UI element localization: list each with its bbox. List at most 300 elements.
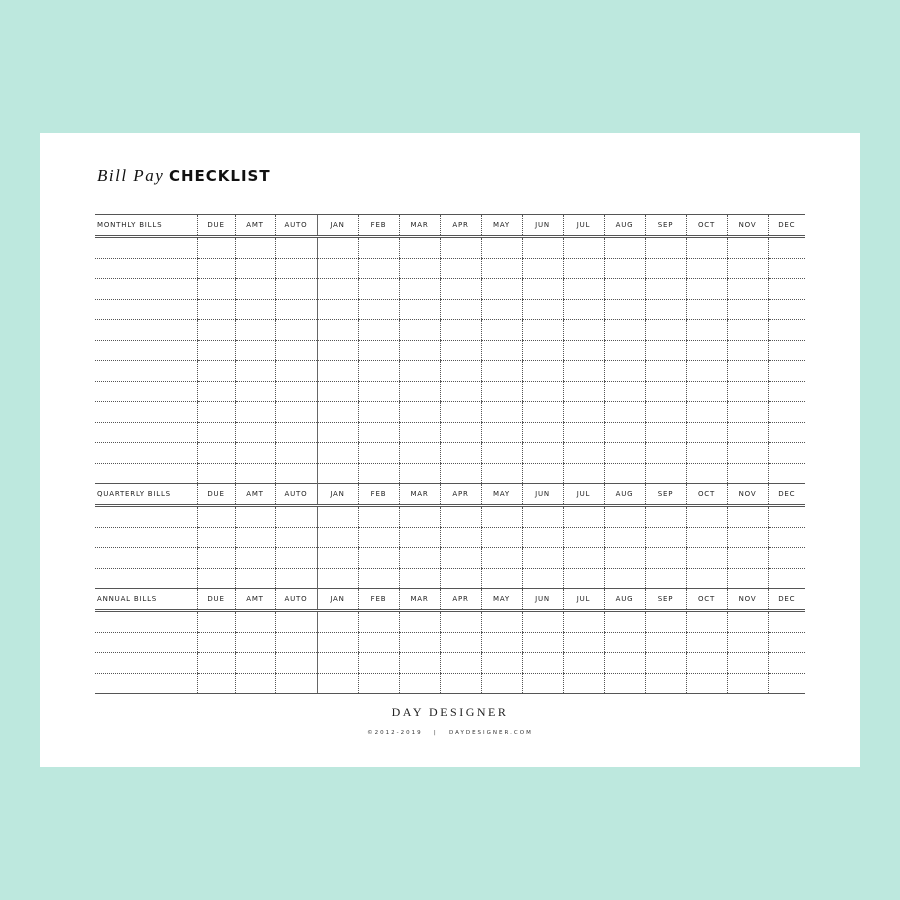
check-cell[interactable] bbox=[563, 611, 604, 633]
check-cell[interactable] bbox=[399, 422, 440, 443]
check-cell[interactable] bbox=[235, 361, 275, 382]
bill-name-cell[interactable] bbox=[95, 258, 197, 279]
check-cell[interactable] bbox=[563, 443, 604, 464]
check-cell[interactable] bbox=[768, 258, 805, 279]
check-cell[interactable] bbox=[768, 279, 805, 300]
check-cell[interactable] bbox=[522, 361, 563, 382]
check-cell[interactable] bbox=[399, 506, 440, 528]
check-cell[interactable] bbox=[686, 632, 727, 653]
bill-name-cell[interactable] bbox=[95, 299, 197, 320]
check-cell[interactable] bbox=[604, 548, 645, 569]
check-cell[interactable] bbox=[645, 237, 686, 259]
check-cell[interactable] bbox=[522, 527, 563, 548]
check-cell[interactable] bbox=[317, 527, 358, 548]
check-cell[interactable] bbox=[686, 653, 727, 674]
check-cell[interactable] bbox=[686, 422, 727, 443]
check-cell[interactable] bbox=[440, 527, 481, 548]
check-cell[interactable] bbox=[522, 673, 563, 694]
check-cell[interactable] bbox=[563, 320, 604, 341]
check-cell[interactable] bbox=[440, 673, 481, 694]
bill-name-cell[interactable] bbox=[95, 237, 197, 259]
check-cell[interactable] bbox=[481, 361, 522, 382]
check-cell[interactable] bbox=[399, 653, 440, 674]
check-cell[interactable] bbox=[522, 340, 563, 361]
check-cell[interactable] bbox=[358, 506, 399, 528]
check-cell[interactable] bbox=[645, 279, 686, 300]
check-cell[interactable] bbox=[399, 443, 440, 464]
check-cell[interactable] bbox=[197, 568, 235, 589]
check-cell[interactable] bbox=[645, 527, 686, 548]
check-cell[interactable] bbox=[440, 340, 481, 361]
check-cell[interactable] bbox=[645, 361, 686, 382]
check-cell[interactable] bbox=[440, 258, 481, 279]
check-cell[interactable] bbox=[768, 381, 805, 402]
check-cell[interactable] bbox=[563, 381, 604, 402]
check-cell[interactable] bbox=[399, 237, 440, 259]
check-cell[interactable] bbox=[645, 443, 686, 464]
check-cell[interactable] bbox=[645, 632, 686, 653]
check-cell[interactable] bbox=[768, 527, 805, 548]
check-cell[interactable] bbox=[399, 611, 440, 633]
check-cell[interactable] bbox=[317, 611, 358, 633]
check-cell[interactable] bbox=[235, 422, 275, 443]
check-cell[interactable] bbox=[563, 632, 604, 653]
check-cell[interactable] bbox=[686, 340, 727, 361]
check-cell[interactable] bbox=[275, 320, 317, 341]
bill-name-cell[interactable] bbox=[95, 568, 197, 589]
check-cell[interactable] bbox=[317, 340, 358, 361]
check-cell[interactable] bbox=[522, 258, 563, 279]
check-cell[interactable] bbox=[481, 527, 522, 548]
check-cell[interactable] bbox=[235, 611, 275, 633]
check-cell[interactable] bbox=[768, 568, 805, 589]
check-cell[interactable] bbox=[481, 279, 522, 300]
check-cell[interactable] bbox=[358, 548, 399, 569]
check-cell[interactable] bbox=[604, 402, 645, 423]
check-cell[interactable] bbox=[645, 381, 686, 402]
check-cell[interactable] bbox=[275, 673, 317, 694]
check-cell[interactable] bbox=[358, 361, 399, 382]
check-cell[interactable] bbox=[768, 548, 805, 569]
check-cell[interactable] bbox=[604, 340, 645, 361]
check-cell[interactable] bbox=[604, 381, 645, 402]
check-cell[interactable] bbox=[563, 463, 604, 484]
check-cell[interactable] bbox=[440, 548, 481, 569]
check-cell[interactable] bbox=[440, 381, 481, 402]
check-cell[interactable] bbox=[275, 653, 317, 674]
check-cell[interactable] bbox=[235, 279, 275, 300]
bill-name-cell[interactable] bbox=[95, 653, 197, 674]
check-cell[interactable] bbox=[399, 548, 440, 569]
check-cell[interactable] bbox=[563, 279, 604, 300]
check-cell[interactable] bbox=[197, 527, 235, 548]
check-cell[interactable] bbox=[399, 299, 440, 320]
check-cell[interactable] bbox=[645, 463, 686, 484]
check-cell[interactable] bbox=[197, 422, 235, 443]
check-cell[interactable] bbox=[197, 402, 235, 423]
check-cell[interactable] bbox=[481, 653, 522, 674]
check-cell[interactable] bbox=[645, 673, 686, 694]
check-cell[interactable] bbox=[727, 568, 768, 589]
check-cell[interactable] bbox=[604, 568, 645, 589]
check-cell[interactable] bbox=[358, 299, 399, 320]
check-cell[interactable] bbox=[768, 632, 805, 653]
check-cell[interactable] bbox=[522, 320, 563, 341]
check-cell[interactable] bbox=[727, 443, 768, 464]
check-cell[interactable] bbox=[317, 632, 358, 653]
check-cell[interactable] bbox=[727, 340, 768, 361]
check-cell[interactable] bbox=[727, 299, 768, 320]
check-cell[interactable] bbox=[768, 299, 805, 320]
check-cell[interactable] bbox=[481, 463, 522, 484]
check-cell[interactable] bbox=[358, 568, 399, 589]
check-cell[interactable] bbox=[481, 548, 522, 569]
check-cell[interactable] bbox=[197, 653, 235, 674]
check-cell[interactable] bbox=[275, 548, 317, 569]
check-cell[interactable] bbox=[522, 506, 563, 528]
check-cell[interactable] bbox=[275, 402, 317, 423]
check-cell[interactable] bbox=[522, 632, 563, 653]
check-cell[interactable] bbox=[235, 381, 275, 402]
check-cell[interactable] bbox=[317, 279, 358, 300]
check-cell[interactable] bbox=[604, 361, 645, 382]
check-cell[interactable] bbox=[563, 653, 604, 674]
check-cell[interactable] bbox=[481, 299, 522, 320]
check-cell[interactable] bbox=[399, 568, 440, 589]
check-cell[interactable] bbox=[522, 463, 563, 484]
check-cell[interactable] bbox=[235, 463, 275, 484]
check-cell[interactable] bbox=[768, 320, 805, 341]
check-cell[interactable] bbox=[768, 611, 805, 633]
check-cell[interactable] bbox=[235, 673, 275, 694]
check-cell[interactable] bbox=[235, 568, 275, 589]
check-cell[interactable] bbox=[604, 506, 645, 528]
check-cell[interactable] bbox=[440, 506, 481, 528]
check-cell[interactable] bbox=[317, 673, 358, 694]
check-cell[interactable] bbox=[481, 611, 522, 633]
check-cell[interactable] bbox=[317, 568, 358, 589]
check-cell[interactable] bbox=[235, 320, 275, 341]
check-cell[interactable] bbox=[481, 320, 522, 341]
check-cell[interactable] bbox=[645, 340, 686, 361]
check-cell[interactable] bbox=[522, 653, 563, 674]
check-cell[interactable] bbox=[604, 237, 645, 259]
check-cell[interactable] bbox=[275, 279, 317, 300]
check-cell[interactable] bbox=[563, 422, 604, 443]
check-cell[interactable] bbox=[317, 402, 358, 423]
check-cell[interactable] bbox=[604, 299, 645, 320]
check-cell[interactable] bbox=[686, 673, 727, 694]
check-cell[interactable] bbox=[645, 653, 686, 674]
check-cell[interactable] bbox=[197, 443, 235, 464]
check-cell[interactable] bbox=[645, 611, 686, 633]
check-cell[interactable] bbox=[522, 279, 563, 300]
check-cell[interactable] bbox=[275, 443, 317, 464]
check-cell[interactable] bbox=[197, 506, 235, 528]
check-cell[interactable] bbox=[727, 320, 768, 341]
check-cell[interactable] bbox=[481, 422, 522, 443]
check-cell[interactable] bbox=[481, 258, 522, 279]
check-cell[interactable] bbox=[481, 237, 522, 259]
check-cell[interactable] bbox=[686, 568, 727, 589]
check-cell[interactable] bbox=[604, 632, 645, 653]
check-cell[interactable] bbox=[686, 361, 727, 382]
check-cell[interactable] bbox=[604, 673, 645, 694]
check-cell[interactable] bbox=[358, 402, 399, 423]
check-cell[interactable] bbox=[358, 443, 399, 464]
check-cell[interactable] bbox=[522, 237, 563, 259]
check-cell[interactable] bbox=[481, 673, 522, 694]
check-cell[interactable] bbox=[563, 527, 604, 548]
check-cell[interactable] bbox=[235, 548, 275, 569]
check-cell[interactable] bbox=[235, 258, 275, 279]
check-cell[interactable] bbox=[275, 340, 317, 361]
bill-name-cell[interactable] bbox=[95, 527, 197, 548]
check-cell[interactable] bbox=[604, 279, 645, 300]
check-cell[interactable] bbox=[727, 506, 768, 528]
check-cell[interactable] bbox=[440, 632, 481, 653]
check-cell[interactable] bbox=[275, 611, 317, 633]
bill-name-cell[interactable] bbox=[95, 279, 197, 300]
bill-name-cell[interactable] bbox=[95, 443, 197, 464]
check-cell[interactable] bbox=[727, 548, 768, 569]
check-cell[interactable] bbox=[727, 279, 768, 300]
check-cell[interactable] bbox=[686, 279, 727, 300]
check-cell[interactable] bbox=[358, 527, 399, 548]
check-cell[interactable] bbox=[399, 463, 440, 484]
check-cell[interactable] bbox=[358, 258, 399, 279]
check-cell[interactable] bbox=[522, 611, 563, 633]
check-cell[interactable] bbox=[197, 611, 235, 633]
check-cell[interactable] bbox=[645, 548, 686, 569]
check-cell[interactable] bbox=[197, 548, 235, 569]
check-cell[interactable] bbox=[686, 463, 727, 484]
check-cell[interactable] bbox=[768, 673, 805, 694]
check-cell[interactable] bbox=[686, 527, 727, 548]
check-cell[interactable] bbox=[522, 548, 563, 569]
check-cell[interactable] bbox=[197, 673, 235, 694]
check-cell[interactable] bbox=[235, 527, 275, 548]
check-cell[interactable] bbox=[440, 422, 481, 443]
check-cell[interactable] bbox=[563, 340, 604, 361]
check-cell[interactable] bbox=[399, 279, 440, 300]
check-cell[interactable] bbox=[645, 506, 686, 528]
check-cell[interactable] bbox=[197, 361, 235, 382]
check-cell[interactable] bbox=[235, 402, 275, 423]
check-cell[interactable] bbox=[563, 568, 604, 589]
check-cell[interactable] bbox=[645, 320, 686, 341]
check-cell[interactable] bbox=[317, 237, 358, 259]
check-cell[interactable] bbox=[727, 463, 768, 484]
check-cell[interactable] bbox=[235, 632, 275, 653]
check-cell[interactable] bbox=[768, 402, 805, 423]
check-cell[interactable] bbox=[768, 422, 805, 443]
check-cell[interactable] bbox=[275, 258, 317, 279]
check-cell[interactable] bbox=[604, 653, 645, 674]
check-cell[interactable] bbox=[358, 279, 399, 300]
check-cell[interactable] bbox=[686, 402, 727, 423]
check-cell[interactable] bbox=[275, 568, 317, 589]
check-cell[interactable] bbox=[358, 632, 399, 653]
check-cell[interactable] bbox=[358, 611, 399, 633]
check-cell[interactable] bbox=[197, 463, 235, 484]
check-cell[interactable] bbox=[604, 527, 645, 548]
check-cell[interactable] bbox=[358, 653, 399, 674]
check-cell[interactable] bbox=[235, 237, 275, 259]
check-cell[interactable] bbox=[317, 506, 358, 528]
check-cell[interactable] bbox=[275, 381, 317, 402]
bill-name-cell[interactable] bbox=[95, 402, 197, 423]
check-cell[interactable] bbox=[481, 506, 522, 528]
check-cell[interactable] bbox=[358, 381, 399, 402]
check-cell[interactable] bbox=[768, 237, 805, 259]
check-cell[interactable] bbox=[768, 463, 805, 484]
check-cell[interactable] bbox=[686, 506, 727, 528]
check-cell[interactable] bbox=[317, 361, 358, 382]
bill-name-cell[interactable] bbox=[95, 361, 197, 382]
check-cell[interactable] bbox=[522, 402, 563, 423]
check-cell[interactable] bbox=[440, 568, 481, 589]
check-cell[interactable] bbox=[604, 463, 645, 484]
check-cell[interactable] bbox=[768, 361, 805, 382]
check-cell[interactable] bbox=[727, 402, 768, 423]
check-cell[interactable] bbox=[275, 361, 317, 382]
check-cell[interactable] bbox=[440, 653, 481, 674]
check-cell[interactable] bbox=[235, 299, 275, 320]
check-cell[interactable] bbox=[768, 443, 805, 464]
check-cell[interactable] bbox=[440, 279, 481, 300]
check-cell[interactable] bbox=[235, 506, 275, 528]
check-cell[interactable] bbox=[275, 506, 317, 528]
check-cell[interactable] bbox=[686, 611, 727, 633]
check-cell[interactable] bbox=[197, 237, 235, 259]
check-cell[interactable] bbox=[317, 320, 358, 341]
check-cell[interactable] bbox=[604, 320, 645, 341]
check-cell[interactable] bbox=[563, 299, 604, 320]
check-cell[interactable] bbox=[399, 673, 440, 694]
check-cell[interactable] bbox=[317, 548, 358, 569]
check-cell[interactable] bbox=[727, 611, 768, 633]
check-cell[interactable] bbox=[768, 340, 805, 361]
check-cell[interactable] bbox=[197, 299, 235, 320]
check-cell[interactable] bbox=[563, 258, 604, 279]
bill-name-cell[interactable] bbox=[95, 611, 197, 633]
check-cell[interactable] bbox=[481, 443, 522, 464]
check-cell[interactable] bbox=[481, 402, 522, 423]
check-cell[interactable] bbox=[727, 673, 768, 694]
check-cell[interactable] bbox=[768, 653, 805, 674]
check-cell[interactable] bbox=[440, 361, 481, 382]
check-cell[interactable] bbox=[275, 463, 317, 484]
check-cell[interactable] bbox=[197, 279, 235, 300]
bill-name-cell[interactable] bbox=[95, 506, 197, 528]
check-cell[interactable] bbox=[440, 402, 481, 423]
check-cell[interactable] bbox=[440, 443, 481, 464]
check-cell[interactable] bbox=[727, 361, 768, 382]
check-cell[interactable] bbox=[358, 422, 399, 443]
check-cell[interactable] bbox=[197, 632, 235, 653]
check-cell[interactable] bbox=[645, 422, 686, 443]
check-cell[interactable] bbox=[440, 463, 481, 484]
check-cell[interactable] bbox=[317, 463, 358, 484]
check-cell[interactable] bbox=[197, 320, 235, 341]
check-cell[interactable] bbox=[686, 299, 727, 320]
check-cell[interactable] bbox=[317, 653, 358, 674]
check-cell[interactable] bbox=[727, 653, 768, 674]
check-cell[interactable] bbox=[645, 402, 686, 423]
bill-name-cell[interactable] bbox=[95, 381, 197, 402]
check-cell[interactable] bbox=[358, 673, 399, 694]
check-cell[interactable] bbox=[604, 611, 645, 633]
check-cell[interactable] bbox=[727, 527, 768, 548]
check-cell[interactable] bbox=[358, 463, 399, 484]
check-cell[interactable] bbox=[275, 632, 317, 653]
check-cell[interactable] bbox=[275, 422, 317, 443]
check-cell[interactable] bbox=[481, 340, 522, 361]
check-cell[interactable] bbox=[275, 527, 317, 548]
check-cell[interactable] bbox=[440, 320, 481, 341]
check-cell[interactable] bbox=[235, 443, 275, 464]
check-cell[interactable] bbox=[197, 258, 235, 279]
check-cell[interactable] bbox=[563, 548, 604, 569]
bill-name-cell[interactable] bbox=[95, 320, 197, 341]
check-cell[interactable] bbox=[317, 422, 358, 443]
check-cell[interactable] bbox=[645, 568, 686, 589]
check-cell[interactable] bbox=[399, 320, 440, 341]
check-cell[interactable] bbox=[235, 653, 275, 674]
check-cell[interactable] bbox=[399, 381, 440, 402]
check-cell[interactable] bbox=[317, 258, 358, 279]
bill-name-cell[interactable] bbox=[95, 422, 197, 443]
check-cell[interactable] bbox=[604, 258, 645, 279]
check-cell[interactable] bbox=[317, 443, 358, 464]
check-cell[interactable] bbox=[522, 443, 563, 464]
check-cell[interactable] bbox=[399, 402, 440, 423]
check-cell[interactable] bbox=[645, 258, 686, 279]
check-cell[interactable] bbox=[235, 340, 275, 361]
check-cell[interactable] bbox=[563, 237, 604, 259]
check-cell[interactable] bbox=[727, 237, 768, 259]
check-cell[interactable] bbox=[317, 299, 358, 320]
check-cell[interactable] bbox=[686, 548, 727, 569]
check-cell[interactable] bbox=[727, 632, 768, 653]
check-cell[interactable] bbox=[440, 299, 481, 320]
check-cell[interactable] bbox=[768, 506, 805, 528]
check-cell[interactable] bbox=[563, 673, 604, 694]
check-cell[interactable] bbox=[358, 340, 399, 361]
check-cell[interactable] bbox=[522, 381, 563, 402]
bill-name-cell[interactable] bbox=[95, 463, 197, 484]
check-cell[interactable] bbox=[481, 568, 522, 589]
check-cell[interactable] bbox=[358, 320, 399, 341]
check-cell[interactable] bbox=[275, 237, 317, 259]
bill-name-cell[interactable] bbox=[95, 548, 197, 569]
check-cell[interactable] bbox=[522, 568, 563, 589]
check-cell[interactable] bbox=[727, 381, 768, 402]
check-cell[interactable] bbox=[686, 381, 727, 402]
check-cell[interactable] bbox=[399, 527, 440, 548]
check-cell[interactable] bbox=[399, 258, 440, 279]
check-cell[interactable] bbox=[604, 422, 645, 443]
bill-name-cell[interactable] bbox=[95, 673, 197, 694]
check-cell[interactable] bbox=[563, 402, 604, 423]
check-cell[interactable] bbox=[275, 299, 317, 320]
check-cell[interactable] bbox=[522, 422, 563, 443]
check-cell[interactable] bbox=[686, 258, 727, 279]
check-cell[interactable] bbox=[481, 632, 522, 653]
check-cell[interactable] bbox=[686, 443, 727, 464]
check-cell[interactable] bbox=[645, 299, 686, 320]
